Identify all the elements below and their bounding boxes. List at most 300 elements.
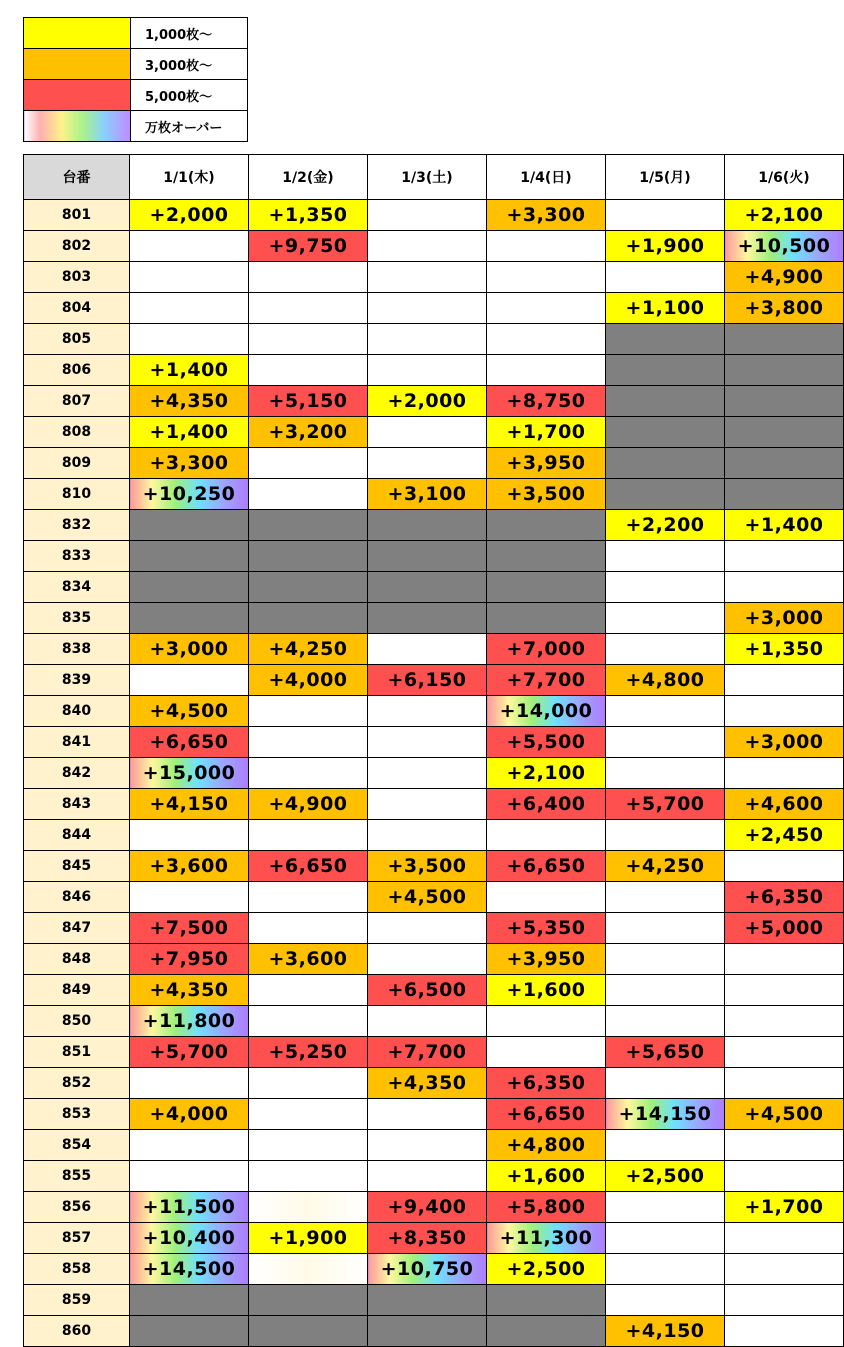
- result-cell: [725, 696, 844, 727]
- machine-number-cell: 810: [24, 479, 130, 510]
- result-cell: [249, 1316, 368, 1347]
- result-cell: [249, 1161, 368, 1192]
- result-cell: [606, 1130, 725, 1161]
- machine-number-cell: 858: [24, 1254, 130, 1285]
- table-row: [24, 944, 844, 975]
- result-cell: [606, 1254, 725, 1285]
- result-cell: [130, 1161, 249, 1192]
- result-cell: [130, 1316, 249, 1347]
- machine-number-cell: 803: [24, 262, 130, 293]
- legend-swatch: [24, 80, 131, 111]
- result-cell: [606, 386, 725, 417]
- result-cell: [368, 572, 487, 603]
- result-cell: [606, 975, 725, 1006]
- result-cell: +5,350: [487, 913, 606, 944]
- result-cell: +1,700: [725, 1192, 844, 1223]
- result-cell: [130, 510, 249, 541]
- machine-number-cell: 852: [24, 1068, 130, 1099]
- table-row: [24, 603, 844, 634]
- result-cell: [249, 727, 368, 758]
- result-cell: [368, 603, 487, 634]
- result-cell: [606, 944, 725, 975]
- result-cell: [130, 820, 249, 851]
- result-cell: +4,000: [130, 1099, 249, 1130]
- table-row: [24, 634, 844, 665]
- result-cell: +4,900: [249, 789, 368, 820]
- legend-row: [24, 49, 248, 80]
- result-cell: [249, 913, 368, 944]
- machine-number-cell: 859: [24, 1285, 130, 1316]
- table-row: [24, 1037, 844, 1068]
- result-cell: [606, 882, 725, 913]
- result-cell: [130, 262, 249, 293]
- result-cell: +3,000: [130, 634, 249, 665]
- result-cell: +2,100: [487, 758, 606, 789]
- result-cell: [487, 1037, 606, 1068]
- table-row: [24, 789, 844, 820]
- result-cell: [725, 386, 844, 417]
- result-cell: +11,800: [130, 1006, 249, 1037]
- result-cell: +6,150: [368, 665, 487, 696]
- result-cell: [487, 603, 606, 634]
- result-cell: +10,500: [725, 231, 844, 262]
- machine-number-cell: 840: [24, 696, 130, 727]
- result-cell: [249, 1068, 368, 1099]
- machine-number-cell: 806: [24, 355, 130, 386]
- result-cell: [725, 1068, 844, 1099]
- result-cell: [725, 1254, 844, 1285]
- result-cell: [130, 293, 249, 324]
- result-cell: +6,350: [725, 882, 844, 913]
- result-cell: [249, 510, 368, 541]
- result-cell: [130, 1130, 249, 1161]
- result-cell: +2,450: [725, 820, 844, 851]
- table-row: [24, 1316, 844, 1347]
- result-cell: +2,500: [606, 1161, 725, 1192]
- result-cell: +1,350: [725, 634, 844, 665]
- table-row: [24, 1161, 844, 1192]
- result-cell: [606, 572, 725, 603]
- result-cell: [487, 510, 606, 541]
- table-row: [24, 448, 844, 479]
- result-cell: [487, 1285, 606, 1316]
- result-cell: [368, 324, 487, 355]
- legend-row: [24, 111, 248, 142]
- result-cell: +4,800: [487, 1130, 606, 1161]
- result-cell: [487, 572, 606, 603]
- result-cell: +14,000: [487, 696, 606, 727]
- result-cell: [249, 479, 368, 510]
- result-cell: [487, 541, 606, 572]
- result-cell: +1,400: [725, 510, 844, 541]
- result-cell: +5,000: [725, 913, 844, 944]
- result-cell: [725, 572, 844, 603]
- result-cell: +3,500: [368, 851, 487, 882]
- result-cell: +5,700: [130, 1037, 249, 1068]
- result-cell: [368, 820, 487, 851]
- header-machine-number: 台番: [24, 155, 130, 200]
- result-cell: [487, 293, 606, 324]
- result-cell: +8,350: [368, 1223, 487, 1254]
- result-cell: +1,400: [130, 355, 249, 386]
- result-cell: [130, 1068, 249, 1099]
- legend-row: [24, 18, 248, 49]
- result-cell: [487, 882, 606, 913]
- result-cell: [725, 1223, 844, 1254]
- table-row: [24, 293, 844, 324]
- result-cell: [368, 1161, 487, 1192]
- result-cell: [725, 479, 844, 510]
- result-cell: [487, 324, 606, 355]
- result-cell: [368, 696, 487, 727]
- result-cell: [606, 262, 725, 293]
- result-cell: [368, 231, 487, 262]
- result-cell: [130, 324, 249, 355]
- result-cell: +3,200: [249, 417, 368, 448]
- result-cell: +14,150: [606, 1099, 725, 1130]
- table-row: [24, 1130, 844, 1161]
- result-cell: +6,650: [487, 851, 606, 882]
- result-cell: [249, 758, 368, 789]
- legend-label: 3,000枚～: [131, 49, 248, 80]
- result-cell: +4,800: [606, 665, 725, 696]
- result-cell: [368, 758, 487, 789]
- result-cell: [606, 913, 725, 944]
- machine-number-cell: 857: [24, 1223, 130, 1254]
- result-cell: +1,350: [249, 200, 368, 231]
- machine-number-cell: 850: [24, 1006, 130, 1037]
- machine-number-cell: 832: [24, 510, 130, 541]
- legend-table: [23, 17, 248, 142]
- table-row: [24, 231, 844, 262]
- table-row: [24, 696, 844, 727]
- result-cell: +1,600: [487, 1161, 606, 1192]
- result-cell: +4,900: [725, 262, 844, 293]
- result-cell: [368, 1316, 487, 1347]
- result-cell: +3,000: [725, 603, 844, 634]
- result-cell: +2,000: [130, 200, 249, 231]
- result-cell: [368, 1285, 487, 1316]
- result-cell: [130, 1285, 249, 1316]
- result-cell: [487, 231, 606, 262]
- result-cell: [606, 820, 725, 851]
- result-cell: +7,700: [368, 1037, 487, 1068]
- result-cell: [249, 262, 368, 293]
- result-cell: [249, 603, 368, 634]
- result-cell: +10,750: [368, 1254, 487, 1285]
- result-cell: +1,700: [487, 417, 606, 448]
- machine-number-cell: 839: [24, 665, 130, 696]
- result-cell: [606, 324, 725, 355]
- header-date: 1/5(月): [606, 155, 725, 200]
- result-cell: [368, 944, 487, 975]
- result-cell: [606, 1192, 725, 1223]
- result-cell: [368, 1006, 487, 1037]
- result-cell: +9,400: [368, 1192, 487, 1223]
- result-cell: [725, 1161, 844, 1192]
- result-cell: [725, 944, 844, 975]
- result-cell: +4,350: [368, 1068, 487, 1099]
- result-cell: [606, 634, 725, 665]
- result-cell: +6,650: [487, 1099, 606, 1130]
- header-date: 1/4(日): [487, 155, 606, 200]
- table-row: [24, 262, 844, 293]
- result-cell: +2,200: [606, 510, 725, 541]
- result-cell: [249, 975, 368, 1006]
- result-cell: +3,100: [368, 479, 487, 510]
- result-cell: [606, 758, 725, 789]
- result-cell: [725, 975, 844, 1006]
- machine-number-cell: 846: [24, 882, 130, 913]
- result-cell: +1,900: [249, 1223, 368, 1254]
- result-cell: +3,600: [249, 944, 368, 975]
- result-cell: +14,500: [130, 1254, 249, 1285]
- result-cell: [606, 1006, 725, 1037]
- table-row: [24, 820, 844, 851]
- result-cell: [249, 355, 368, 386]
- machine-number-cell: 856: [24, 1192, 130, 1223]
- result-cell: +4,500: [130, 696, 249, 727]
- result-cell: [249, 696, 368, 727]
- result-cell: [368, 541, 487, 572]
- result-cell: +7,000: [487, 634, 606, 665]
- table-row: [24, 1254, 844, 1285]
- machine-number-cell: 808: [24, 417, 130, 448]
- result-cell: [606, 355, 725, 386]
- result-cell: +11,300: [487, 1223, 606, 1254]
- result-cell: +5,150: [249, 386, 368, 417]
- machine-number-cell: 848: [24, 944, 130, 975]
- result-cell: [725, 851, 844, 882]
- result-cell: [606, 696, 725, 727]
- result-cell: +5,800: [487, 1192, 606, 1223]
- result-cell: [725, 355, 844, 386]
- legend-label: 万枚オーバー: [131, 111, 248, 142]
- result-cell: +1,900: [606, 231, 725, 262]
- machine-number-cell: 845: [24, 851, 130, 882]
- result-cell: [725, 324, 844, 355]
- result-cell: [606, 541, 725, 572]
- machine-number-cell: 805: [24, 324, 130, 355]
- machine-number-cell: 801: [24, 200, 130, 231]
- result-cell: [249, 448, 368, 479]
- result-cell: +1,100: [606, 293, 725, 324]
- table-row: [24, 1099, 844, 1130]
- result-cell: +4,000: [249, 665, 368, 696]
- result-cell: [725, 1037, 844, 1068]
- header-date: 1/1(木): [130, 155, 249, 200]
- result-cell: [606, 479, 725, 510]
- table-row: [24, 1006, 844, 1037]
- machine-number-cell: 809: [24, 448, 130, 479]
- result-cell: [606, 200, 725, 231]
- table-row: [24, 510, 844, 541]
- result-cell: +3,800: [725, 293, 844, 324]
- machine-number-cell: 843: [24, 789, 130, 820]
- result-cell: +9,750: [249, 231, 368, 262]
- machine-number-cell: 860: [24, 1316, 130, 1347]
- machine-number-cell: 841: [24, 727, 130, 758]
- result-cell: [725, 541, 844, 572]
- result-cell: +4,250: [606, 851, 725, 882]
- result-cell: +4,500: [725, 1099, 844, 1130]
- result-cell: +7,950: [130, 944, 249, 975]
- result-cell: [249, 572, 368, 603]
- result-cell: [368, 200, 487, 231]
- result-cell: [130, 572, 249, 603]
- results-table: [23, 154, 844, 1347]
- table-row: [24, 758, 844, 789]
- machine-number-cell: 844: [24, 820, 130, 851]
- header-row: [24, 155, 844, 200]
- result-cell: +11,500: [130, 1192, 249, 1223]
- result-cell: +4,350: [130, 386, 249, 417]
- result-cell: [130, 231, 249, 262]
- legend-row: [24, 80, 248, 111]
- result-cell: +7,500: [130, 913, 249, 944]
- machine-number-cell: 807: [24, 386, 130, 417]
- result-cell: [725, 1316, 844, 1347]
- machine-number-cell: 854: [24, 1130, 130, 1161]
- result-cell: [130, 603, 249, 634]
- result-cell: [249, 1254, 368, 1285]
- result-cell: +2,500: [487, 1254, 606, 1285]
- machine-number-cell: 838: [24, 634, 130, 665]
- result-cell: [249, 1130, 368, 1161]
- result-cell: [368, 510, 487, 541]
- table-row: [24, 1285, 844, 1316]
- machine-number-cell: 853: [24, 1099, 130, 1130]
- table-row: [24, 479, 844, 510]
- result-cell: [606, 603, 725, 634]
- result-cell: +6,350: [487, 1068, 606, 1099]
- result-cell: +5,650: [606, 1037, 725, 1068]
- legend-swatch: [24, 111, 131, 142]
- result-cell: [249, 1285, 368, 1316]
- result-cell: [606, 727, 725, 758]
- result-cell: +1,600: [487, 975, 606, 1006]
- result-cell: +4,250: [249, 634, 368, 665]
- result-cell: [487, 355, 606, 386]
- result-cell: +3,500: [487, 479, 606, 510]
- result-cell: +5,250: [249, 1037, 368, 1068]
- machine-number-cell: 835: [24, 603, 130, 634]
- result-cell: +10,250: [130, 479, 249, 510]
- result-cell: [368, 448, 487, 479]
- machine-number-cell: 834: [24, 572, 130, 603]
- machine-number-cell: 851: [24, 1037, 130, 1068]
- result-cell: +6,650: [249, 851, 368, 882]
- machine-number-cell: 802: [24, 231, 130, 262]
- result-cell: [249, 324, 368, 355]
- result-cell: [368, 355, 487, 386]
- result-cell: +2,100: [725, 200, 844, 231]
- result-cell: [487, 820, 606, 851]
- table-row: [24, 975, 844, 1006]
- table-row: [24, 386, 844, 417]
- result-cell: [368, 913, 487, 944]
- table-row: [24, 355, 844, 386]
- result-cell: [606, 1285, 725, 1316]
- legend-body: [24, 18, 248, 142]
- result-cell: +5,700: [606, 789, 725, 820]
- result-cell: +4,600: [725, 789, 844, 820]
- result-cell: [368, 262, 487, 293]
- table-row: [24, 1223, 844, 1254]
- result-cell: [368, 727, 487, 758]
- legend-label: 5,000枚～: [131, 80, 248, 111]
- result-cell: +6,400: [487, 789, 606, 820]
- result-cell: [725, 448, 844, 479]
- result-cell: [725, 758, 844, 789]
- result-cell: +6,500: [368, 975, 487, 1006]
- result-cell: +2,000: [368, 386, 487, 417]
- result-cell: [487, 1006, 606, 1037]
- result-cell: [725, 1285, 844, 1316]
- result-cell: +4,500: [368, 882, 487, 913]
- result-cell: +4,150: [606, 1316, 725, 1347]
- result-cell: [249, 1192, 368, 1223]
- result-cell: [487, 1316, 606, 1347]
- table-body: [24, 200, 844, 1347]
- result-cell: [368, 789, 487, 820]
- result-cell: +3,000: [725, 727, 844, 758]
- result-cell: [249, 293, 368, 324]
- table-row: [24, 882, 844, 913]
- result-cell: [249, 882, 368, 913]
- machine-number-cell: 842: [24, 758, 130, 789]
- result-cell: +3,950: [487, 944, 606, 975]
- legend-swatch: [24, 49, 131, 80]
- result-cell: [606, 1068, 725, 1099]
- table-row: [24, 1068, 844, 1099]
- result-cell: [368, 293, 487, 324]
- result-cell: +6,650: [130, 727, 249, 758]
- result-cell: +4,350: [130, 975, 249, 1006]
- result-cell: +5,500: [487, 727, 606, 758]
- result-cell: +3,300: [487, 200, 606, 231]
- machine-number-cell: 833: [24, 541, 130, 572]
- result-cell: [130, 541, 249, 572]
- table-row: [24, 541, 844, 572]
- machine-number-cell: 855: [24, 1161, 130, 1192]
- table-row: [24, 913, 844, 944]
- result-cell: [606, 1223, 725, 1254]
- result-cell: [725, 665, 844, 696]
- table-row: [24, 200, 844, 231]
- table-row: [24, 572, 844, 603]
- legend-label: 1,000枚～: [131, 18, 248, 49]
- table-row: [24, 727, 844, 758]
- header-date: 1/6(火): [725, 155, 844, 200]
- table-row: [24, 851, 844, 882]
- result-cell: +7,700: [487, 665, 606, 696]
- table-row: [24, 417, 844, 448]
- result-cell: +3,300: [130, 448, 249, 479]
- result-cell: [130, 882, 249, 913]
- result-cell: [130, 665, 249, 696]
- result-cell: +8,750: [487, 386, 606, 417]
- table-row: [24, 324, 844, 355]
- legend-swatch: [24, 18, 131, 49]
- result-cell: [368, 634, 487, 665]
- result-cell: [249, 1099, 368, 1130]
- header-date: 1/2(金): [249, 155, 368, 200]
- result-cell: [249, 1006, 368, 1037]
- result-cell: [368, 1130, 487, 1161]
- result-cell: +10,400: [130, 1223, 249, 1254]
- result-cell: +3,600: [130, 851, 249, 882]
